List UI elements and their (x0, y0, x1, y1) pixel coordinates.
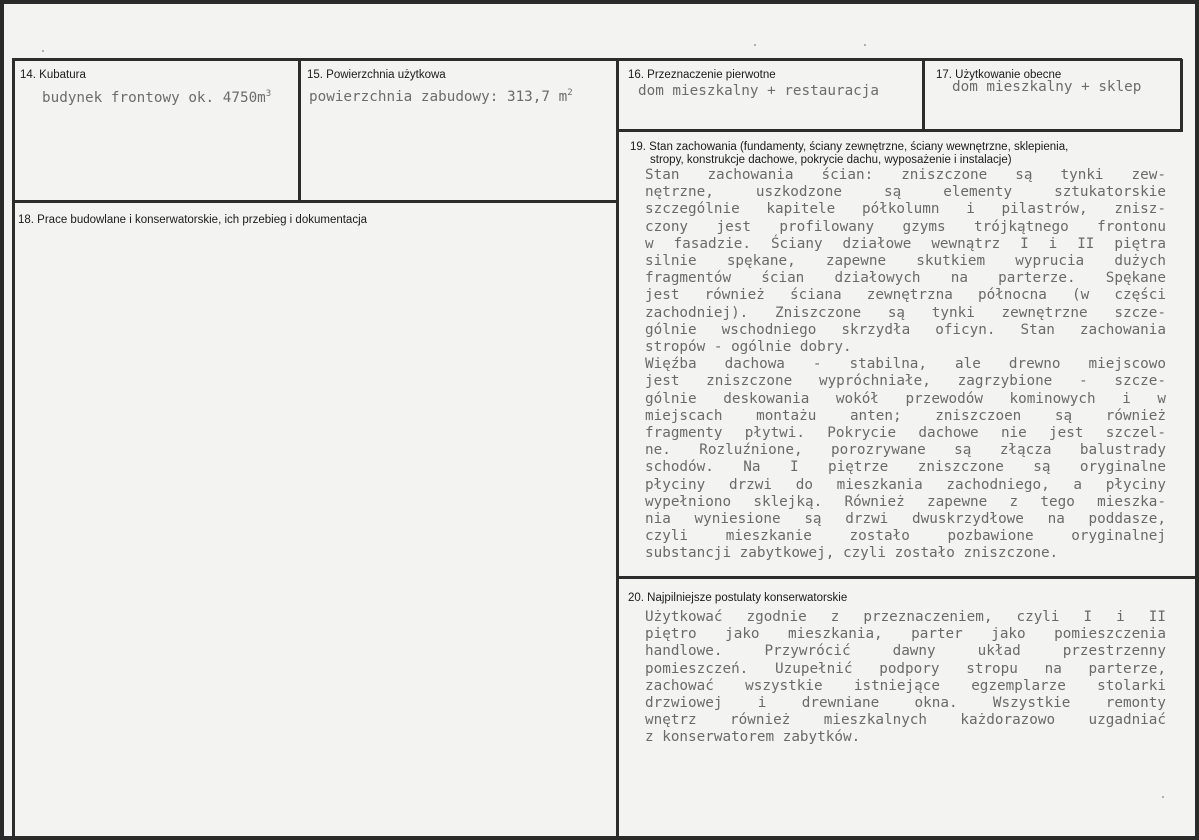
line-below-16-17 (617, 129, 1183, 132)
powierzchnia-text: powierzchnia zabudowy: 313,7 m (309, 89, 568, 105)
postulaty-text-line: zachować wszystkie istniejące egzemplarze stolarki (645, 677, 1166, 694)
stan-text-line: nia wyniesione są drzwi dwuskrzydłowe na poddasze, (645, 511, 1166, 528)
postulaty-text-line: piętro jako mieszkania, parter jako pomieszczenia (645, 626, 1166, 643)
stan-text-line: fragmenty płytwi. Pokrycie dachowe nie jest szczel- (645, 425, 1166, 442)
divider-14-15 (298, 59, 301, 202)
uzytkowanie-label: 17. Użytkowanie obecne (936, 69, 1062, 81)
inventory-card (4, 4, 1195, 836)
kubatura-value (42, 89, 271, 107)
postulaty-text (645, 609, 1166, 747)
top-border-line (12, 58, 1182, 61)
stan-text-line: miejscach montażu anten; zniszczoen są również (645, 407, 1166, 424)
przeznaczenie-value: dom mieszkalny + restauracja (638, 83, 880, 99)
paper-speck (864, 44, 866, 46)
stan-text-line: jest zniszczone wypróchniałe, zagrzybione - szcze- (645, 373, 1166, 390)
stan-text-line: gólnie wschodniego skrzydła oficyn. Stan zachowania (645, 321, 1166, 338)
divider-left-right (616, 59, 619, 836)
stan-text-line: schodów. Na I piętrze zniszczone są oryginalne (645, 459, 1166, 476)
postulaty-text-line: z konserwatorem zabytków. (645, 729, 861, 746)
postulaty-label: 20. Najpilniejsze postulaty konserwatorskie (628, 592, 848, 604)
left-border-line (12, 59, 15, 836)
line-below-14-15 (12, 200, 618, 203)
kubatura-label: 14. Kubatura (20, 69, 86, 81)
powierzchnia-unit-superscript: 2 (567, 88, 573, 98)
uzytkowanie-value: dom mieszkalny + sklep (952, 79, 1142, 95)
stan-text-line: jest również ściana zewnętrzna północna (w części (645, 287, 1166, 304)
stan-text-line: Stan zachowania ścian: zniszczone są tynki zew- (645, 167, 1166, 183)
stan-text-line: Więźba dachowa - stabilna, ale drewno miejscowo (645, 356, 1166, 373)
divider-16-17 (922, 59, 925, 131)
stan-text-line: substancji zabytkowej, czyli zostało zniszczone. (645, 545, 1059, 562)
kubatura-text: budynek frontowy ok. 4750m (42, 90, 266, 106)
prace-label: 18. Prace budowlane i konserwatorskie, ich przebieg i dokumentacja (18, 214, 368, 226)
line-below-19 (617, 576, 1195, 579)
stan-text-line: wypełniono sklejką. Również zapewne z tego mieszka- (645, 493, 1166, 510)
postulaty-text-line: pomieszczeń. Uzupełnić podpory stropu na parterze, (645, 660, 1166, 677)
stan-text-line: szczególnie kapitele półkolumn i pilastrów, znisz- (645, 201, 1166, 218)
stan-text-line: w fasadzie. Ściany działowe wewnątrz I i II piętra (645, 235, 1166, 252)
stan-text-line: nętrzne, uszkodzone są elementy sztukatorskie (645, 184, 1166, 201)
paper-speck (1162, 796, 1164, 798)
paper-speck (42, 50, 44, 52)
postulaty-text-line: wnętrz również mieszkalnych każdorazowo uzgadniać (645, 712, 1166, 729)
kubatura-unit-superscript: 3 (265, 89, 272, 99)
stan-text-line: zachodniej). Zniszczone są tynki zewnętrzne szcze- (645, 304, 1166, 321)
paper-speck (754, 44, 756, 46)
postulaty-text-line: handlowe. Przywrócić dawny układ przestrzenny (645, 643, 1166, 660)
stan-text-line: gólnie deskowania wokół przewodów kominowych i w (645, 390, 1166, 407)
stan-text (645, 167, 1166, 563)
stan-text-line: czony jest profilowany gzyms trójkątnego frontonu (645, 218, 1166, 235)
powierzchnia-label: 15. Powierzchnia użytkowa (307, 69, 446, 81)
stan-label-line2: stropy, konstrukcje dachowe, pokrycie dachu, wyposażenie i instalacje) (650, 154, 1012, 166)
stan-text-line: stropów - ogólnie dobry. (645, 339, 852, 356)
stan-label-line1: 19. Stan zachowania (fundamenty, ściany zewnętrzne, ściany wewnętrzne, sklepienia, (630, 141, 1069, 153)
postulaty-text-line: drzwiowej i drewniane okna. Wszystkie remonty (645, 695, 1166, 712)
stan-text-line: fragmentów ścian działowych na parterze. Spękane (645, 270, 1166, 287)
powierzchnia-value (309, 88, 573, 106)
stan-text-line: ne. Rozluźnione, porozrywane są złącza balustrady (645, 442, 1166, 459)
stan-text-line: silnie spękane, zapewne skutkiem wyprucia dużych (645, 253, 1166, 270)
postulaty-text-line: Użytkować zgodnie z przeznaczeniem, czyli I i II (645, 609, 1166, 625)
przeznaczenie-label: 16. Przeznaczenie pierwotne (628, 69, 776, 81)
stan-text-line: płyciny drzwi do mieszkania zachodniego, a płyciny (645, 476, 1166, 493)
stan-text-line: czyli mieszkanie zostało pozbawione oryginalnej (645, 528, 1166, 545)
right-border-line (1180, 59, 1183, 131)
